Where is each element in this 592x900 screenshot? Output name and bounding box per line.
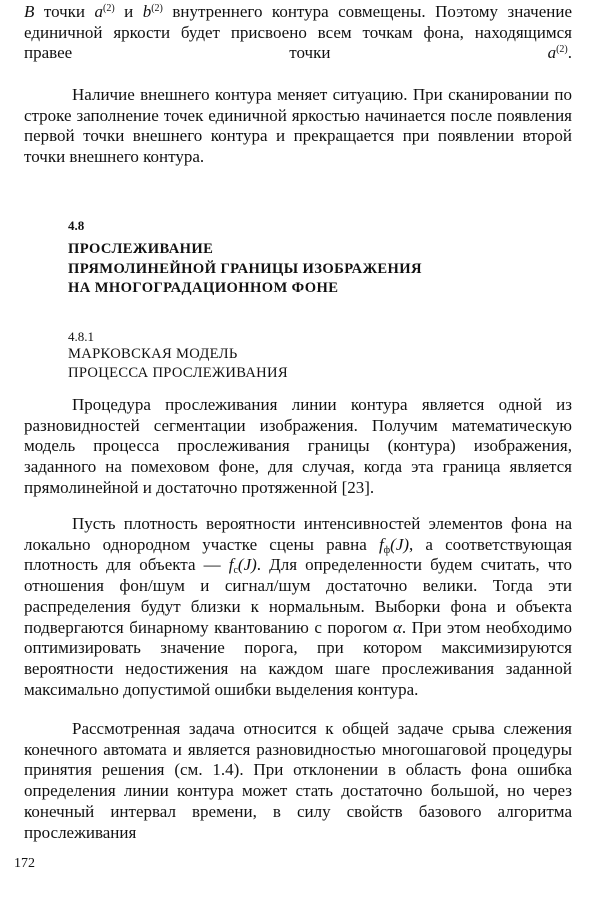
math-symbol: (J) (237, 555, 257, 575)
text-run: В (24, 2, 35, 21)
subsection-number: 4.8.1 (68, 329, 94, 344)
paragraph-1 (24, 2, 572, 64)
section-number: 4.8 (68, 218, 85, 233)
text-run: . При этом необходимо оптимизировать значение порога, при котором максимизируются вероятности недостижения на каждом шаге прослеживания заданной максимально допустимой ошибки выделения контура. (24, 617, 572, 699)
paragraph-5: Рассмотренная задача относится к общей задаче срыва слежения конечного автомата и является разновидностью многошаговой процедуры принятия решения (см. 1.4). При отклонении в область фона ошибка определения линии контура может стать достаточно большой, но через конечный интервал времени, в силу свойств базового алгоритма прослеживания (24, 719, 572, 842)
subsection-title-line: ПРОЦЕССА ПРОСЛЕЖИВАНИЯ (68, 365, 288, 381)
paragraph-2: Наличие внешнего контура меняет ситуацию. При сканировании по строке заполнение точек единичной яркостью начинается после появления первой точки внешнего контура и прекращается при появлении второй точки внешнего контура. (24, 85, 572, 167)
section-title-line: ПРЯМОЛИНЕЙНОЙ ГРАНИЦЫ ИЗОБРАЖЕНИЯ (68, 260, 422, 277)
text-run: . Для определенности будем считать, что отношения фон/шум и сигнал/шум достаточно велики. Тогда эти распределения будут близки к нормальным. Выборки фона и объекта подвергаются бинарному квантованию с порогом (24, 555, 572, 637)
math-symbol: (J) (390, 534, 410, 554)
math-symbol: f (378, 534, 384, 554)
section-title (68, 240, 422, 299)
text-run: Пусть плотность вероятности интенсивностей элементов фона на локально однородном участке сцены равна (24, 514, 572, 554)
math-subscript: ф (383, 544, 391, 556)
subsection-title-line: МАРКОВСКАЯ МОДЕЛЬ (68, 346, 238, 362)
math-superscript: (2) (103, 3, 115, 14)
section-title-line: ПРОСЛЕЖИВАНИЕ (68, 241, 214, 257)
text-run: . (567, 43, 572, 63)
math-subscript: с (233, 565, 238, 577)
paragraph-4 (24, 514, 572, 700)
math-superscript: (2) (556, 44, 568, 56)
math-symbol: α (392, 617, 402, 637)
subsection-title (68, 345, 288, 383)
text-run: , а соответствующая плотность для объекта — (24, 534, 572, 575)
section-title-line: НА МНОГОГРАДАЦИОННОМ ФОНЕ (68, 280, 339, 296)
paragraph-3: Процедура прослеживания линии контура является одной из разновидностей сегментации изображения. Получим математическую модель процесса прослеживания границы (контура) изображения, заданного на помеховом фоне, для случая, когда эта граница является прямолинейной и достаточно протяженной [23]. (24, 395, 572, 497)
text-run: и (114, 2, 143, 21)
math-symbol: a (94, 2, 103, 21)
text-run: точки (34, 2, 95, 21)
math-superscript: (2) (151, 3, 163, 14)
math-symbol: f (228, 555, 234, 575)
math-symbol: a (547, 43, 557, 63)
page-number: 172 (14, 856, 35, 871)
math-symbol: b (142, 2, 152, 21)
text-run: внутреннего контура совмещены. Поэтому значение единичной яркости будет присвоено всем точкам фона, находящимся правее точки (24, 2, 572, 63)
